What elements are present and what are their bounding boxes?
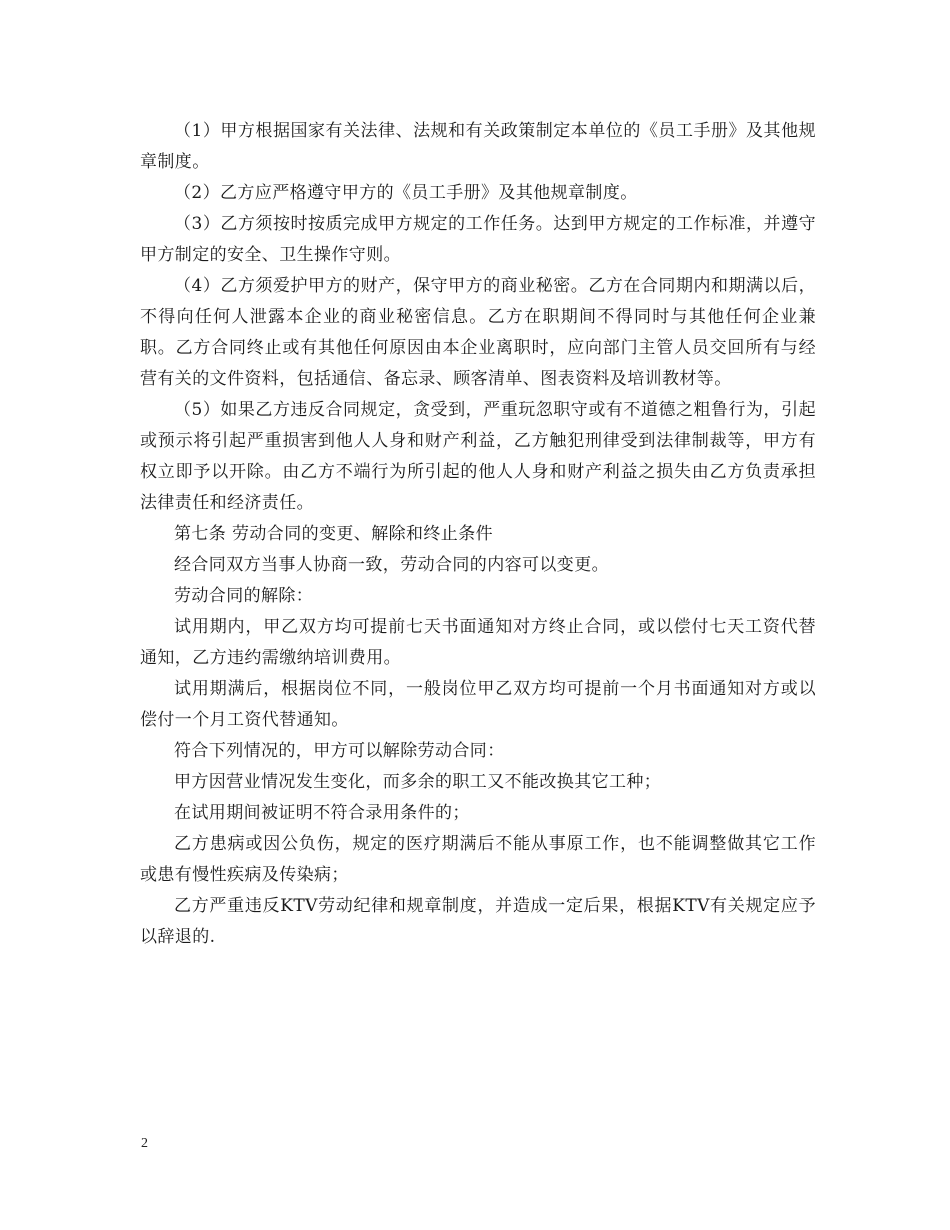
paragraph-termination-heading: 劳动合同的解除：: [174, 586, 314, 606]
clause-1: （1）甲方根据国家有关法律、法规和有关政策制定本单位的《员工手册》及其他规章制度。: [140, 121, 816, 172]
paragraph-probation: 试用期内，甲乙双方均可提前七天书面通知对方终止合同，或以偿付七天工资代替通知，乙方违约需缴纳培训费用。: [140, 617, 816, 668]
page-number: 2: [141, 1136, 148, 1151]
clause-2: （2）乙方应严格遵守甲方的《员工手册》及其他规章制度。: [174, 183, 638, 203]
paragraph-conditions: 符合下列情况的，甲方可以解除劳动合同：: [174, 741, 505, 761]
condition-violation: 乙方严重违反KTV劳动纪律和规章制度，并造成一定后果，根据KTV有关规定应予以辞退的.: [140, 896, 816, 947]
clause-3: （3）乙方须按时按质完成甲方规定的工作任务。达到甲方规定的工作标准，并遵守甲方制定的安全、卫生操作守则。: [140, 214, 816, 265]
condition-business-change: 甲方因营业情况发生变化，而多余的职工又不能改换其它工种；: [174, 772, 662, 792]
clause-4: （4）乙方须爱护甲方的财产，保守甲方的商业秘密。乙方在合同期内和期满以后，不得向任何人泄露本企业的商业秘密信息。乙方在职期间不得同时与其他任何企业兼职。乙方合同终止或有其他任何原因由本企业离职时，应向部门主管人员交回所有与经营有关的文件资料，包括通信、备忘录、顾客清单、图表资料及培训教材等。: [140, 276, 816, 389]
article-7-heading: 第七条 劳动合同的变更、解除和终止条件: [174, 524, 494, 544]
document-body: [140, 116, 816, 953]
condition-probation-unqualified: 在试用期间被证明不符合录用条件的；: [174, 803, 470, 823]
clause-5: （5）如果乙方违反合同规定，贪受到，严重玩忽职守或有不道德之粗鲁行为，引起或预示将引起严重损害到他人人身和财产利益，乙方触犯刑律受到法律制裁等，甲方有权立即予以开除。由乙方不端行为所引起的他人人身和财产利益之损失由乙方负责承担法律责任和经济责任。: [140, 400, 816, 513]
condition-illness: 乙方患病或因公负伤，规定的医疗期满后不能从事原工作，也不能调整做其它工作或患有慢性疾病及传染病；: [140, 834, 816, 885]
paragraph-after-probation: 试用期满后，根据岗位不同，一般岗位甲乙双方均可提前一个月书面通知对方或以偿付一个月工资代替通知。: [140, 679, 816, 730]
paragraph-change: 经合同双方当事人协商一致，劳动合同的内容可以变更。: [174, 555, 609, 575]
